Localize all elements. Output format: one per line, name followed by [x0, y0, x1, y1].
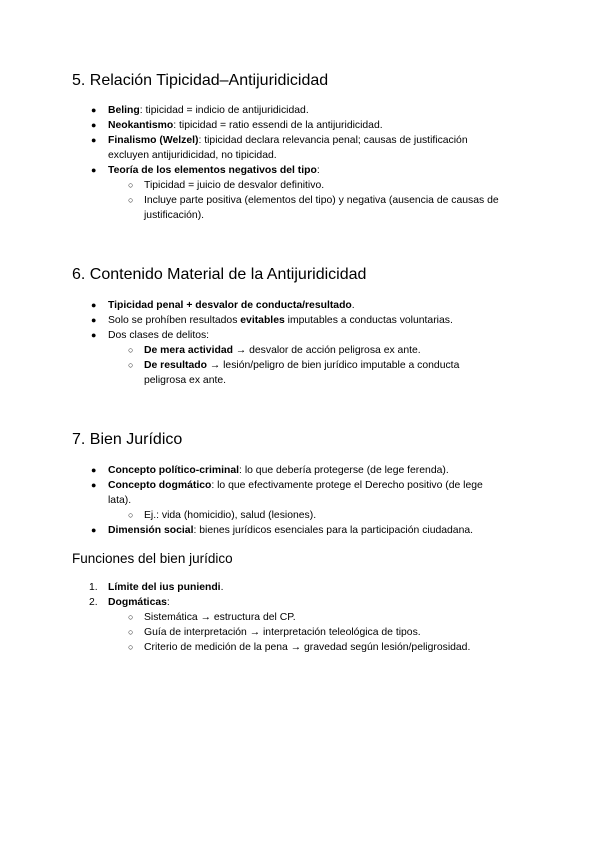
list-item: Solo se prohíben resultados evitables imputables a conductas voluntarias. [108, 315, 453, 326]
bullet-icon: ● [91, 330, 97, 340]
list-number: 1. [89, 582, 98, 593]
list-item-continuation: excluyen antijuridicidad, no tipicidad. [108, 150, 277, 161]
bullet-icon: ● [91, 465, 97, 475]
sub-list-item: De resultado → lesión/peligro de bien jurídico imputable a conducta [144, 360, 460, 371]
sub-list-item: Sistemática → estructura del CP. [144, 612, 296, 623]
bullet-icon: ● [91, 105, 97, 115]
sub-list-item: Criterio de medición de la pena → gravedad según lesión/peligrosidad. [144, 642, 471, 653]
list-item: Concepto dogmático: lo que efectivamente protege el Derecho positivo (de lege [108, 480, 483, 491]
sub-list-item: Guía de interpretación → interpretación teleológica de tipos. [144, 627, 421, 638]
list-item: Dos clases de delitos: [108, 330, 210, 341]
sub-list-item: Tipicidad = juicio de desvalor definitivo. [144, 180, 325, 191]
list-item: Teoría de los elementos negativos del tipo: [108, 165, 320, 176]
sub-list-item: Incluye parte positiva (elementos del tipo) y negativa (ausencia de causas de [144, 195, 499, 206]
bullet-icon: ● [91, 120, 97, 130]
sub-bullet-icon: ○ [128, 195, 134, 205]
section-7-heading: 7. Bien Jurídico [72, 431, 183, 448]
sub-bullet-icon: ○ [128, 612, 134, 622]
list-item: Dimensión social: bienes jurídicos esenciales para la participación ciudadana. [108, 525, 474, 536]
sub-bullet-icon: ○ [128, 642, 134, 652]
subheading-funciones: Funciones del bien jurídico [72, 551, 233, 566]
sub-bullet-icon: ○ [128, 180, 134, 190]
sub-list-item: Ej.: vida (homicidio), salud (lesiones). [144, 510, 317, 521]
bullet-icon: ● [91, 315, 97, 325]
bullet-icon: ● [91, 480, 97, 490]
sub-list-item: De mera actividad → desvalor de acción peligrosa ex ante. [144, 345, 421, 356]
sub-list-item-continuation: justificación). [144, 210, 205, 221]
sub-list-item-continuation: peligrosa ex ante. [144, 375, 227, 386]
sub-bullet-icon: ○ [128, 510, 134, 520]
bullet-icon: ● [91, 300, 97, 310]
list-item: Concepto político-criminal: lo que debería protegerse (de lege ferenda). [108, 465, 449, 476]
list-item: Tipicidad penal + desvalor de conducta/resultado. [108, 300, 355, 311]
numbered-item: Límite del ius puniendi. [108, 582, 224, 593]
section-5-heading: 5. Relación Tipicidad–Antijuridicidad [72, 72, 329, 89]
sub-bullet-icon: ○ [128, 360, 134, 370]
sub-bullet-icon: ○ [128, 627, 134, 637]
sub-bullet-icon: ○ [128, 345, 134, 355]
bullet-icon: ● [91, 165, 97, 175]
list-item: Neokantismo: tipicidad = ratio essendi de la antijuridicidad. [108, 120, 383, 131]
list-item: Beling: tipicidad = indicio de antijuridicidad. [108, 105, 309, 116]
list-number: 2. [89, 597, 98, 608]
list-item: Finalismo (Welzel): tipicidad declara relevancia penal; causas de justificación [108, 135, 468, 146]
list-item-continuation: lata). [108, 495, 132, 506]
section-6-heading: 6. Contenido Material de la Antijuridicidad [72, 266, 367, 283]
bullet-icon: ● [91, 525, 97, 535]
numbered-item: Dogmáticas: [108, 597, 170, 608]
bullet-icon: ● [91, 135, 97, 145]
